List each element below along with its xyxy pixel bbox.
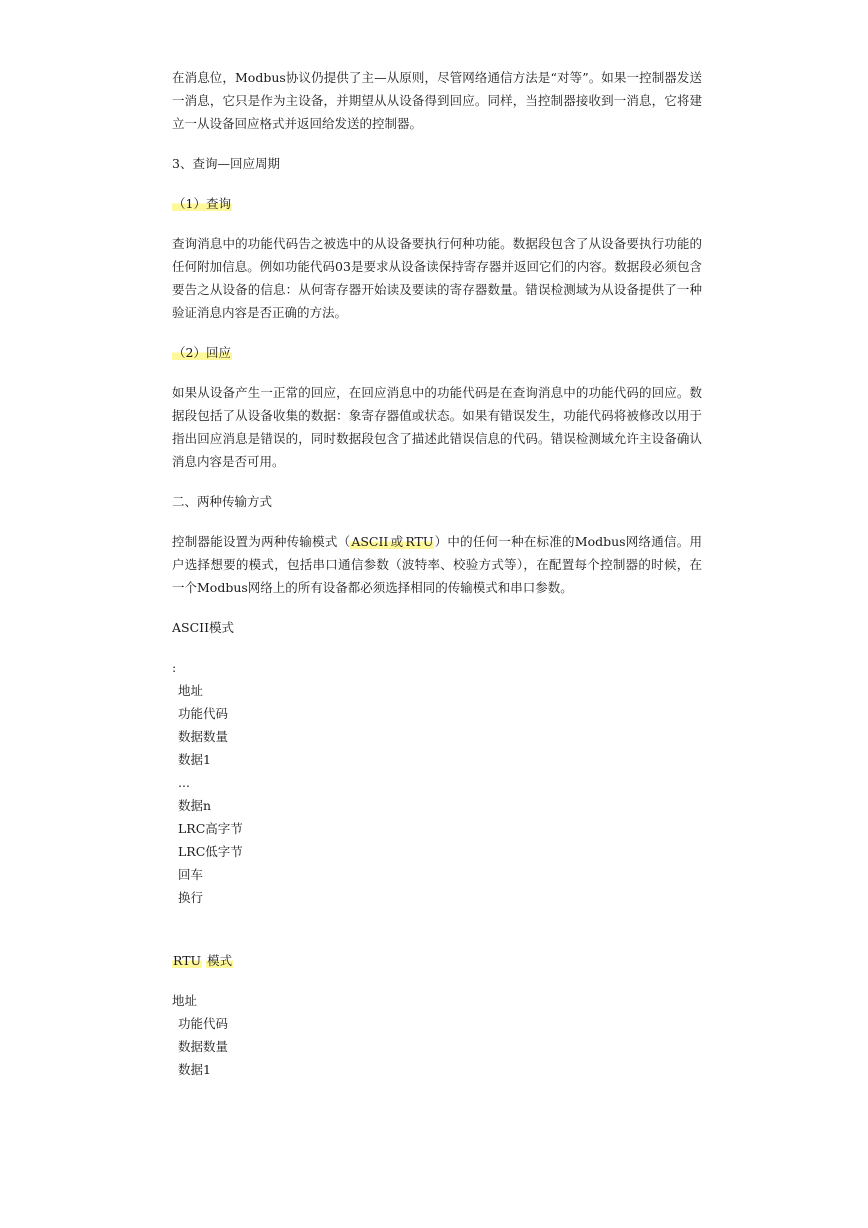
paragraph-response: 如果从设备产生一正常的回应，在回应消息中的功能代码是在查询消息中的功能代码的回应。数据段包括了从设备收集的数据：象寄存器值或状态。如果有错误发生，功能代码将被修改以用于指出回应消息是错误的，同时数据段包含了描述此错误信息的代码。错误检测域允许主设备确认消息内容是否可用。 [172,385,702,469]
list-item: 数据数量 [178,1039,229,1054]
highlight-query: （1）查询 [173,196,231,211]
list-item: : [172,660,177,675]
heading-rtu-mode [172,949,702,972]
text-fragment: ）中的任何一种在标准的Modbus网络通信。用户选择想要的模式，包括串口通信参数（波特率、校验方式等），在配置每个控制器的时候，在一个Modbus网络上的所有设备都必须选择相同的传输模式和串口参数。 [172,534,702,595]
list-item: 功能代码 [178,1016,229,1031]
text-fragment: 控制器能设置为两种传输模式（ [172,534,351,549]
highlight-rtu: RTU [405,534,434,549]
highlight-rtu-label: RTU [173,953,202,968]
heading-query [172,192,702,215]
list-item: LRC高字节 [178,821,243,836]
heading-two-transmission-modes: 二、两种传输方式 [172,494,273,509]
list-item: 数据1 [178,1062,211,1077]
list-item: 换行 [178,890,204,905]
paragraph-query: 查询消息中的功能代码告之被选中的从设备要执行何种功能。数据段包含了从设备要执行功能的任何附加信息。例如功能代码03是要求从设备读保持寄存器并返回它们的内容。数据段必须包含要告之从设备的信息：从何寄存器开始读及要读的寄存器数量。错误检测域为从设备提供了一种验证消息内容是否正确的方法。 [172,236,702,320]
list-item: ... [178,775,190,790]
ascii-frame-list [172,656,702,909]
heading-response [172,341,702,364]
list-item: 数据n [178,798,212,813]
highlight-mode-label: 模式 [207,953,233,968]
heading-query-response-cycle: 3、查询—回应周期 [172,156,280,171]
list-item: 地址 [178,683,204,698]
list-item: 回车 [178,867,204,882]
list-item: 功能代码 [178,706,229,721]
paragraph-master-slave: 在消息位，Modbus协议仍提供了主—从原则，尽管网络通信方法是“对等”。如果一控制器发送一消息，它只是作为主设备，并期望从从设备得到回应。同样，当控制器接收到一消息，它将建立一从设备回应格式并返回给发送的控制器。 [172,70,702,131]
list-item: LRC低字节 [178,844,243,859]
highlight-response: （2）回应 [173,345,231,360]
document-body [172,66,702,1081]
highlight-or: 或 [390,534,404,549]
list-item: 数据数量 [178,729,229,744]
heading-ascii-mode: ASCII模式 [172,620,235,635]
rtu-frame-list [172,989,702,1081]
list-item: 数据1 [178,752,211,767]
highlight-ascii: ASCII [351,534,389,549]
paragraph-transmission-modes [172,530,702,599]
list-item: 地址 [172,993,198,1008]
